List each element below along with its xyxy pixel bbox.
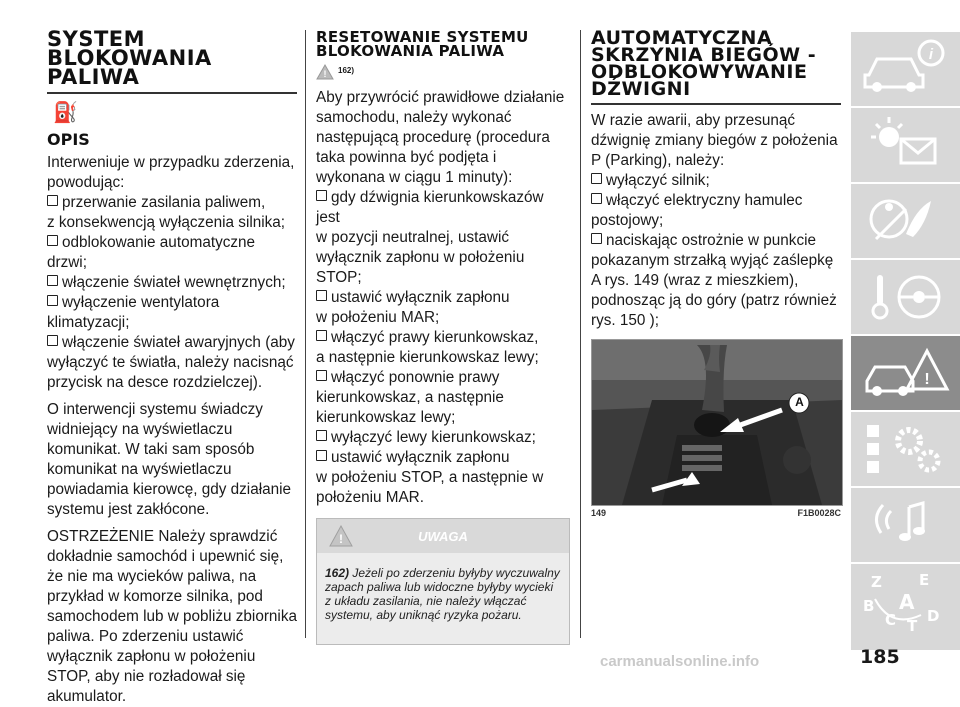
bullet-icon bbox=[47, 195, 58, 206]
list-item: włączyć elektryczny hamulec bbox=[591, 191, 841, 211]
section-title: SYSTEM BLOKOWANIA PALIWA bbox=[47, 30, 297, 94]
tab-warning-lights[interactable] bbox=[851, 106, 960, 182]
bullet-icon bbox=[316, 190, 327, 201]
list-item: gdy dźwignia kierunkowskazów jest bbox=[316, 189, 544, 226]
figure-code: F1B0028C bbox=[797, 508, 841, 518]
warning-box-title: UWAGA bbox=[418, 529, 468, 544]
bullet-icon bbox=[591, 233, 602, 244]
driving-icon bbox=[861, 265, 951, 327]
chapter-sidebar bbox=[851, 30, 960, 650]
bullet-icon bbox=[316, 330, 327, 341]
warning-lights-icon bbox=[861, 113, 951, 175]
list-item: odblokowanie automatyczne drzwi; bbox=[47, 234, 256, 271]
paragraph: O interwencji systemu świadczy widniejący na wyświetlaczu komunikat. W taki sam sposób komunikat na wyświetlaczu powiadamia kierowcę, gdy działanie systemu jest zakłócone. bbox=[47, 401, 292, 518]
intro-text: W razie awarii, aby przesunąć dźwignię zmiany biegów z położenia P (Parking), należy: bbox=[591, 112, 838, 169]
list-item-continuation: w położeniu MAR; bbox=[316, 309, 440, 326]
warning-box bbox=[316, 518, 570, 645]
bullet-icon bbox=[47, 335, 58, 346]
list-item-continuation: w pozycji neutralnej, ustawić wyłącznik zapłonu w położeniu STOP; bbox=[316, 229, 525, 286]
intro-text: Interweniuje w przypadku zderzenia, powodując: bbox=[47, 154, 295, 191]
svg-text:C: C bbox=[885, 611, 897, 629]
bullet-icon bbox=[591, 173, 602, 184]
list-item-continuation: kierunkowskaz, a następnie kierunkowskaz lewy; bbox=[316, 389, 504, 426]
maintenance-icon bbox=[861, 417, 951, 479]
svg-text:A: A bbox=[899, 590, 915, 614]
tab-emergency[interactable] bbox=[851, 334, 960, 410]
section-reset-fuel-system bbox=[316, 30, 568, 645]
list-item: włączyć prawy kierunkowskaz, bbox=[316, 328, 568, 348]
svg-text:E: E bbox=[919, 571, 930, 589]
list-item-continuation: w położeniu STOP, a następnie w położeniu MAR. bbox=[316, 469, 544, 506]
tab-driving[interactable] bbox=[851, 258, 960, 334]
bullet-icon bbox=[47, 295, 58, 306]
list-item: przerwanie zasilania paliwem, bbox=[47, 193, 297, 213]
svg-text:Z: Z bbox=[871, 573, 882, 591]
list-item: ustawić wyłącznik zapłonu bbox=[316, 288, 568, 308]
warning-box-text: 162) Jeżeli po zderzeniu byłyby wyczuwalny zapach paliwa lub widoczne byłyby wycieki z układu zasilania, nie należy włączać systemu, aby uniknąć ryzyka pożaru. bbox=[325, 566, 560, 622]
list-item: wyłączenie wentylatora klimatyzacji; bbox=[47, 294, 220, 331]
gear-lever-photo bbox=[591, 339, 843, 506]
svg-text:!: ! bbox=[339, 532, 343, 546]
bullet-icon bbox=[316, 370, 327, 381]
column-divider bbox=[580, 30, 581, 638]
list-item: wyłączyć lewy kierunkowskaz; bbox=[316, 428, 568, 448]
index-icon bbox=[861, 569, 951, 639]
tab-multimedia[interactable] bbox=[851, 486, 960, 562]
warning-box-header bbox=[317, 519, 569, 553]
warning-reference: ! 162) bbox=[316, 64, 568, 84]
svg-text:B: B bbox=[863, 597, 875, 615]
bullet-icon bbox=[47, 235, 58, 246]
intro-text: Aby przywrócić prawidłowe działanie samochodu, należy wykonać następującą procedurę (procedura taka powinna być podjęta i wykonana w ciągu 1 minuty): bbox=[316, 89, 565, 186]
section-fuel-cutoff bbox=[47, 27, 297, 707]
multimedia-icon bbox=[861, 493, 951, 555]
callout-label: A bbox=[795, 395, 804, 409]
list-item: ustawić wyłącznik zapłonu bbox=[316, 448, 568, 468]
emergency-icon bbox=[861, 341, 951, 403]
svg-text:!: ! bbox=[323, 69, 327, 79]
section-title: AUTOMATYCZNA SKRZYNIA BIEGÓW - ODBLOKOWYWANIE DŹWIGNI bbox=[591, 30, 841, 105]
car-info-icon bbox=[861, 37, 951, 99]
list-item: włączyć ponownie prawy bbox=[316, 368, 568, 388]
warning-paragraph: OSTRZEŻENIE Należy sprawdzić dokładnie samochód i upewnić się, że nie ma wycieków paliwa, na przykład w komorze silnika, pod samochodem lub w pobliżu zbiornika paliwa. Po zderzeniu ustawić wyłącznik zapłonu w położeniu STOP, aby nie rozładował się akumulator. bbox=[47, 528, 297, 705]
list-item: włączenie świateł awaryjnych (aby bbox=[47, 333, 297, 353]
section-title: RESETOWANIE SYSTEMU BLOKOWANIA PALIWA bbox=[316, 28, 529, 60]
list-item-continuation: wyłączyć te światła, należy nacisnąć przycisk na desce rozdzielczej). bbox=[47, 354, 294, 391]
list-item-continuation: z konsekwencją wyłączenia silnika; bbox=[47, 214, 286, 231]
section-gear-lever-release bbox=[591, 27, 841, 518]
safety-icon bbox=[861, 189, 951, 251]
list-item: naciskając ostrożnie w punkcie bbox=[591, 231, 841, 251]
bullet-icon bbox=[591, 193, 602, 204]
bullet-icon bbox=[47, 275, 58, 286]
page-number: 185 bbox=[860, 646, 900, 668]
svg-text:!: ! bbox=[924, 371, 930, 388]
subsection-title: OPIS bbox=[47, 130, 90, 149]
column-divider bbox=[305, 30, 306, 638]
svg-text:i: i bbox=[928, 46, 934, 63]
tab-index[interactable] bbox=[851, 562, 960, 638]
bullet-icon bbox=[316, 430, 327, 441]
bullet-icon bbox=[316, 290, 327, 301]
svg-text:D: D bbox=[927, 607, 940, 625]
list-item: włączenie świateł wewnętrznych; bbox=[47, 273, 297, 293]
figure-number: 149 bbox=[591, 508, 607, 518]
watermark: carmanualsonline.info bbox=[600, 653, 760, 670]
bullet-icon bbox=[316, 450, 327, 461]
svg-text:T: T bbox=[907, 617, 918, 635]
tab-safety[interactable] bbox=[851, 182, 960, 258]
list-item: wyłączyć silnik; bbox=[591, 171, 841, 191]
figure-caption bbox=[591, 508, 841, 518]
fuel-cutoff-icon: ⛽ bbox=[53, 100, 76, 124]
tab-maintenance[interactable] bbox=[851, 410, 960, 486]
warning-triangle-icon bbox=[316, 64, 334, 80]
list-item-continuation: postojowy; bbox=[591, 212, 664, 229]
tab-car-info[interactable] bbox=[851, 30, 960, 106]
list-item-continuation: a następnie kierunkowskaz lewy; bbox=[316, 349, 539, 366]
list-item-continuation: pokazanym strzałką wyjąć zaślepkę A rys. 149 (wraz z mieszkiem), podnosząc ją do góry (patrz również rys. 150 ); bbox=[591, 252, 837, 329]
